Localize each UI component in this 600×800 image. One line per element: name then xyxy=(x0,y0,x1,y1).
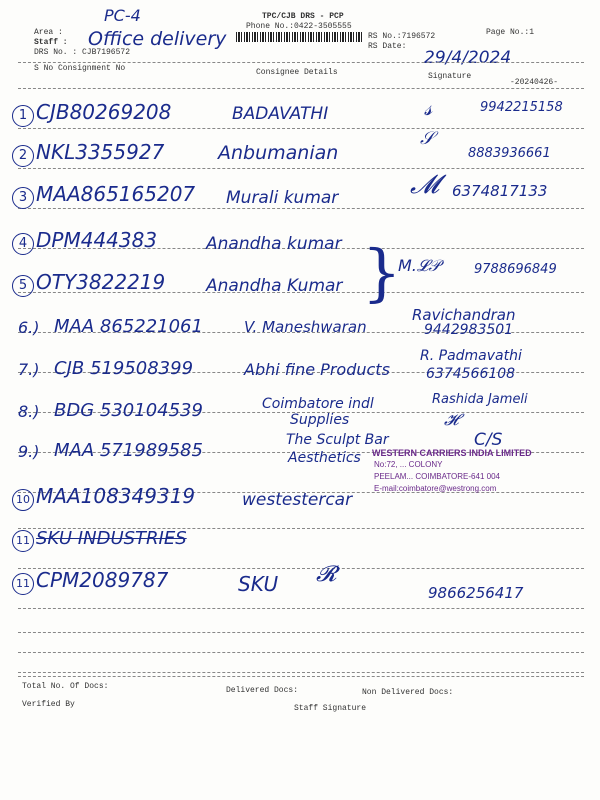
handwritten-pc: PC-4 xyxy=(104,6,141,25)
col-signature: Signature xyxy=(428,72,472,81)
entry-1-signature-mark: 𝓈 xyxy=(424,96,433,121)
entry-8-number: 8.) xyxy=(18,402,40,421)
verified-by-label: Verified By xyxy=(22,700,75,709)
row-line xyxy=(18,128,584,129)
entry-6-signature-phone: 9442983501 xyxy=(424,322,514,338)
entry-5-signature-mark: M.𝓛𝒫 xyxy=(398,256,441,275)
rs-date-label: RS Date: xyxy=(368,42,407,51)
entry-9-consignee-line1: The Sculpt Bar xyxy=(286,432,389,448)
total-docs-label: Total No. Of Docs: xyxy=(22,682,109,691)
entry-12-number: 11 xyxy=(12,573,34,595)
delivered-docs-label: Delivered Docs: xyxy=(226,686,299,695)
rs-number: RS No.:7196572 xyxy=(368,32,436,41)
entry-6-consignment: MAA 865221061 xyxy=(54,316,203,337)
entry-11-consignee-struck: SKU INDUSTRIES xyxy=(36,528,187,549)
entry-10-consignment-text: MAA108349319 xyxy=(36,484,196,508)
stamp-address-2: PEELAM... COIMBATORE-641 004 xyxy=(374,472,500,481)
entry-3-number: 3 xyxy=(12,187,34,209)
entry-1-consignment xyxy=(12,100,171,127)
entry-5-number: 5 xyxy=(12,275,34,297)
entry-8-consignee-line2: Supplies xyxy=(290,412,350,428)
entry-5-consignment-text: OTY3822219 xyxy=(36,270,166,294)
entry-2-consignment xyxy=(12,140,164,167)
row-line xyxy=(18,672,584,673)
entry-12-signature-mark: 𝓡 xyxy=(316,562,337,587)
handwritten-date: 29/4/2024 xyxy=(424,48,512,68)
entry-10-consignment xyxy=(12,484,195,511)
entry-9-signature: C/S xyxy=(474,430,503,450)
column-divider xyxy=(18,88,584,89)
drs-no-label: DRS No. : xyxy=(34,48,78,57)
entry-2-number: 2 xyxy=(12,145,34,167)
entry-12-signature-phone: 9866256417 xyxy=(428,584,524,602)
stamp-email: E-mail:coimbatore@westrong.com xyxy=(374,484,497,493)
entry-7-consignment: CJB 519508399 xyxy=(54,358,194,379)
stamp-company-name: WESTERN CARRIERS INDIA LIMITED xyxy=(372,448,532,458)
entry-4-number: 4 xyxy=(12,233,34,255)
entry-4-consignee: Anandha kumar xyxy=(206,234,342,254)
drs-no-value: CJB7196572 xyxy=(82,48,131,57)
entry-8-consignment: BDG 530104539 xyxy=(54,400,203,421)
entry-4-consignment xyxy=(12,228,157,255)
area-label: Area : xyxy=(34,28,63,37)
print-date: -20240426- xyxy=(510,78,559,87)
row-line xyxy=(18,652,584,653)
entry-12-consignee: SKU xyxy=(238,572,279,596)
sheet-title: TPC/CJB DRS - PCP xyxy=(262,12,344,21)
entry-2-consignment-text: NKL3355927 xyxy=(36,140,165,164)
entry-8-signature-name: Rashida Jameli xyxy=(432,392,528,407)
entry-7-signature-name: R. Padmavathi xyxy=(420,348,522,364)
entry-2-signature-phone: 8883936661 xyxy=(468,146,551,161)
row-line xyxy=(18,632,584,633)
entry-7-number: 7.) xyxy=(18,360,40,379)
entry-8-signature-mark: 𝓗 xyxy=(444,410,459,429)
entry-1-signature-phone: 9942215158 xyxy=(480,100,563,115)
page-number: Page No.:1 xyxy=(486,28,535,37)
entry-6-number: 6.) xyxy=(18,318,40,337)
entry-3-consignee: Murali kumar xyxy=(226,188,339,208)
entry-1-consignment-text: CJB80269208 xyxy=(36,100,172,124)
entry-12-consignment xyxy=(12,568,168,595)
col-sno-consignment: S No Consignment No xyxy=(34,64,126,73)
entry-9-consignee-line2: Aesthetics xyxy=(288,450,361,466)
barcode xyxy=(236,32,364,42)
entry-9-consignment: MAA 571989585 xyxy=(54,440,203,461)
entry-3-consignment xyxy=(12,182,195,209)
entry-5-consignment xyxy=(12,270,165,297)
entry-7-signature-phone: 6374566108 xyxy=(426,366,516,382)
entry-11-struck xyxy=(12,528,187,552)
entry-3-consignment-text: MAA865165207 xyxy=(36,182,196,206)
entry-10-consignee: westestercar xyxy=(242,490,353,510)
col-consignee-details: Consignee Details xyxy=(256,68,338,77)
entry-3-signature-phone: 6374817133 xyxy=(452,182,548,200)
row-line xyxy=(18,608,584,609)
non-delivered-docs-label: Non Delivered Docs: xyxy=(362,688,454,697)
entry-10-number: 10 xyxy=(12,489,34,511)
entry-8-consignee-line1: Coimbatore indl xyxy=(262,396,374,412)
bracket-mark: } xyxy=(362,236,402,309)
entry-1-consignee: BADAVATHI xyxy=(232,104,329,124)
entry-1-number: 1 xyxy=(12,105,34,127)
entry-11-number: 11 xyxy=(12,530,34,552)
entry-7-consignee: Abhi fine Products xyxy=(244,360,390,379)
entry-2-consignee: Anbumanian xyxy=(218,142,339,164)
entry-2-signature-mark: 𝒮 xyxy=(420,128,434,149)
entry-4-consignment-text: DPM444383 xyxy=(36,228,158,252)
phone-number: Phone No.:0422-3505555 xyxy=(246,22,352,31)
stamp-address-1: No:72, ... COLONY xyxy=(374,460,443,469)
header-divider xyxy=(18,62,584,63)
handwritten-office-delivery: Office delivery xyxy=(88,28,227,50)
footer-divider xyxy=(18,676,584,677)
entry-6-signature-name: Ravichandran xyxy=(412,306,516,324)
entry-5-consignee: Anandha Kumar xyxy=(206,276,343,296)
entry-3-signature-mark: 𝓜 xyxy=(410,170,440,200)
row-line xyxy=(18,168,584,169)
entry-12-consignment-text: CPM2089787 xyxy=(36,568,169,592)
company-stamp xyxy=(368,448,564,498)
staff-signature-label: Staff Signature xyxy=(294,704,367,713)
entry-5-signature-phone: 9788696849 xyxy=(474,262,557,277)
entry-6-consignee: V. Maneshwaran xyxy=(244,318,367,336)
entry-9-number: 9.) xyxy=(18,442,40,461)
staff-label: Staff : xyxy=(34,38,68,47)
